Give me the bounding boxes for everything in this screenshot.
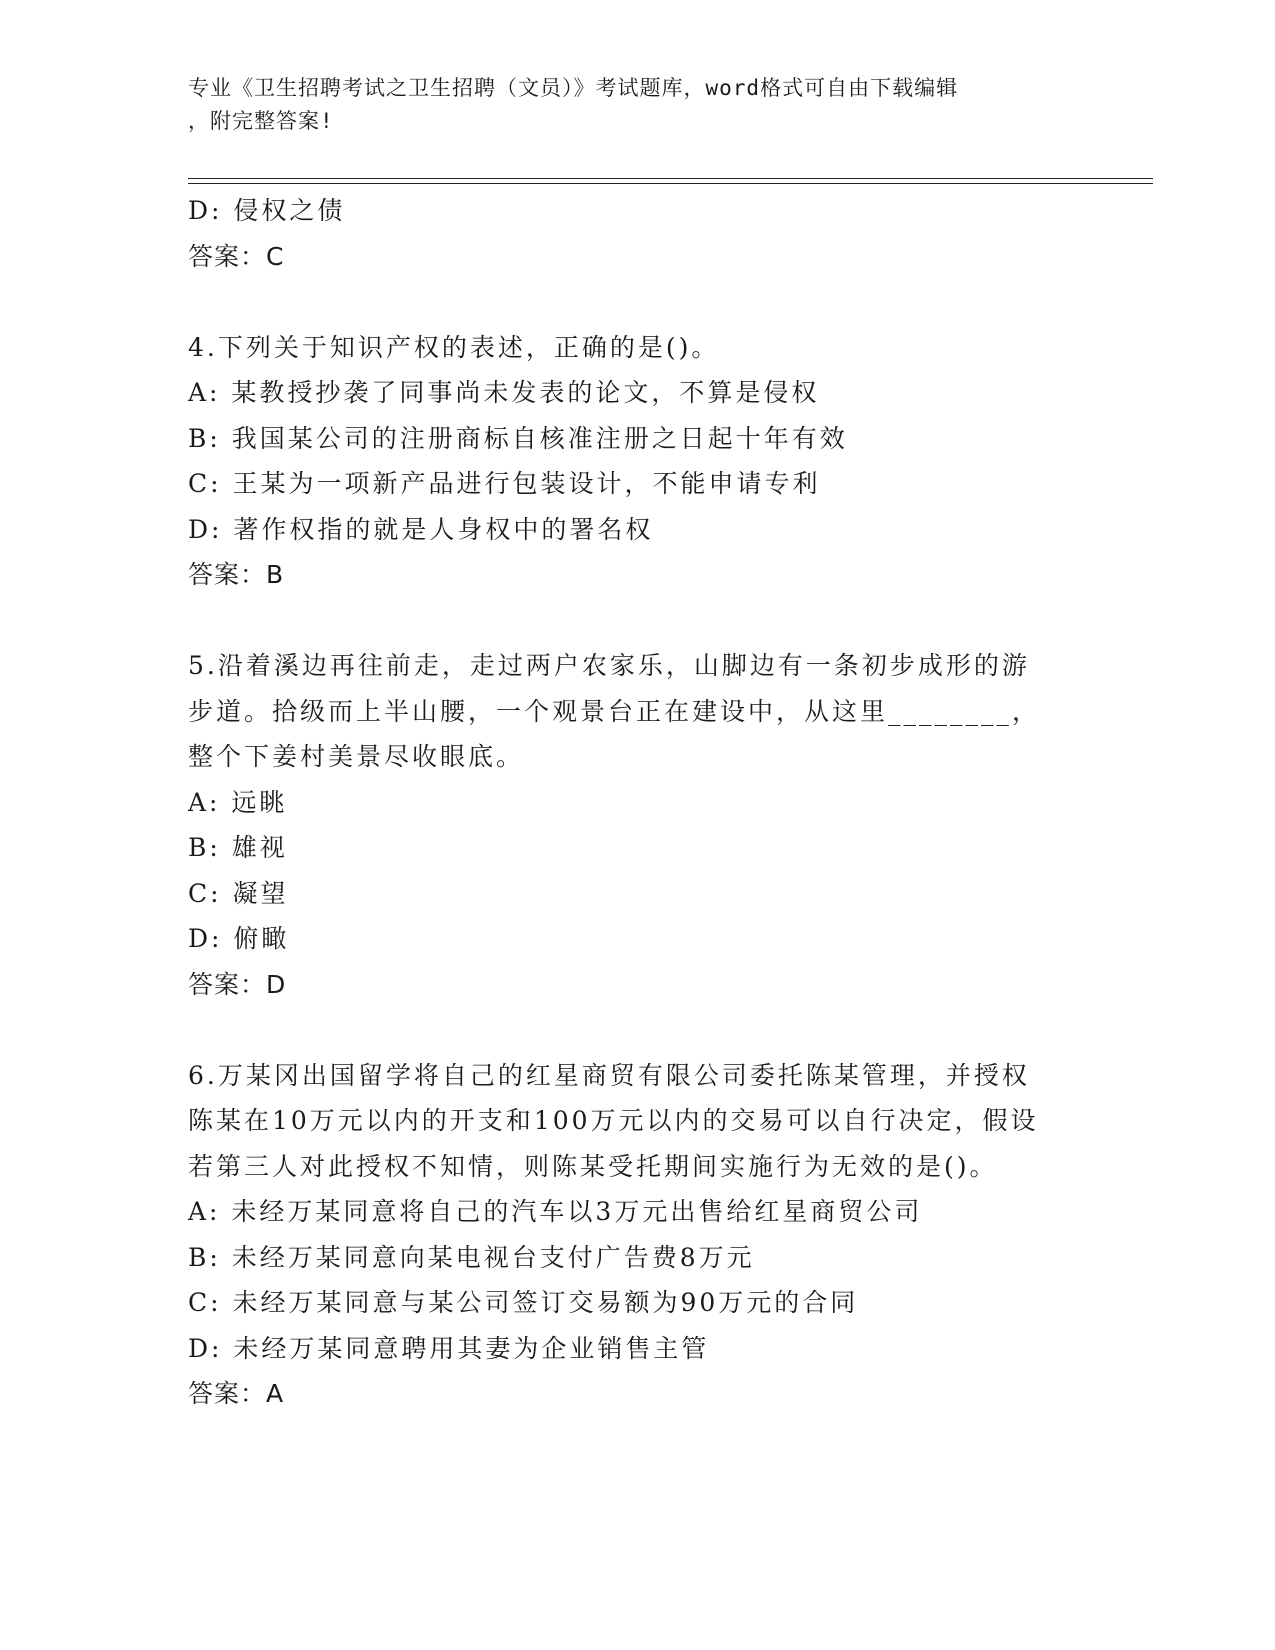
option-d: D: 俯瞰	[188, 924, 290, 953]
option-d: D: 著作权指的就是人身权中的署名权	[188, 514, 654, 544]
question-stem: 4.下列关于知识产权的表述，正确的是()。	[188, 332, 720, 362]
spacer	[188, 598, 1153, 644]
header-line-2: ，附完整答案!	[188, 109, 334, 133]
question-stem-line-2: 陈某在10万元以内的开支和100万元以内的交易可以自行决定，假设	[188, 1106, 1039, 1135]
option-c: C: 王某为一项新产品进行包装设计，不能申请专利	[188, 469, 821, 498]
question-stem-line-1: 5.沿着溪边再往前走，走过两户农家乐，山脚边有一条初步成形的游	[188, 651, 1030, 680]
spacer	[188, 279, 1153, 325]
option-a: A: 远眺	[188, 787, 288, 817]
question-3-tail	[188, 188, 1153, 279]
option-b: B: 未经万某同意向某电视台支付广告费8万元	[188, 1242, 755, 1272]
option-b: B: 雄视	[188, 833, 288, 862]
question-stem-line-1: 6.万某冈出国留学将自己的红星商贸有限公司委托陈某管理，并授权	[188, 1060, 1030, 1090]
option-a: A: 未经万某同意将自己的汽车以3万元出售给红星商贸公司	[188, 1197, 923, 1226]
question-stem-line-3: 整个下姜村美景尽收眼底。	[188, 742, 525, 771]
question-content	[188, 188, 1153, 1417]
question-5	[188, 643, 1153, 1007]
question-stem-line-3: 若第三人对此授权不知情，则陈某受托期间实施行为无效的是()。	[188, 1151, 998, 1181]
spacer	[188, 1007, 1153, 1053]
page-header	[188, 72, 1088, 138]
option-c: C: 未经万某同意与某公司签订交易额为90万元的合同	[188, 1288, 859, 1317]
answer-line: 答案：D	[188, 969, 287, 999]
header-line-1: 专业《卫生招聘考试之卫生招聘（文员）》考试题库，word格式可自由下载编辑	[188, 76, 959, 100]
option-c: C: 凝望	[188, 878, 289, 908]
option-d: D: 侵权之债	[188, 196, 346, 225]
question-6	[188, 1053, 1153, 1417]
header-divider-top	[188, 178, 1153, 179]
question-stem-line-2: 步道。拾级而上半山腰，一个观景台正在建设中，从这里________，	[188, 696, 1041, 726]
answer-line: 答案：A	[188, 1379, 285, 1408]
header-divider-bottom	[188, 183, 1153, 184]
answer-line: 答案：C	[188, 241, 285, 271]
question-4	[188, 325, 1153, 598]
option-d: D: 未经万某同意聘用其妻为企业销售主管	[188, 1333, 710, 1363]
option-a: A: 某教授抄袭了同事尚未发表的论文，不算是侵权	[188, 378, 820, 407]
answer-line: 答案：B	[188, 560, 285, 589]
option-b: B: 我国某公司的注册商标自核准注册之日起十年有效	[188, 423, 848, 453]
